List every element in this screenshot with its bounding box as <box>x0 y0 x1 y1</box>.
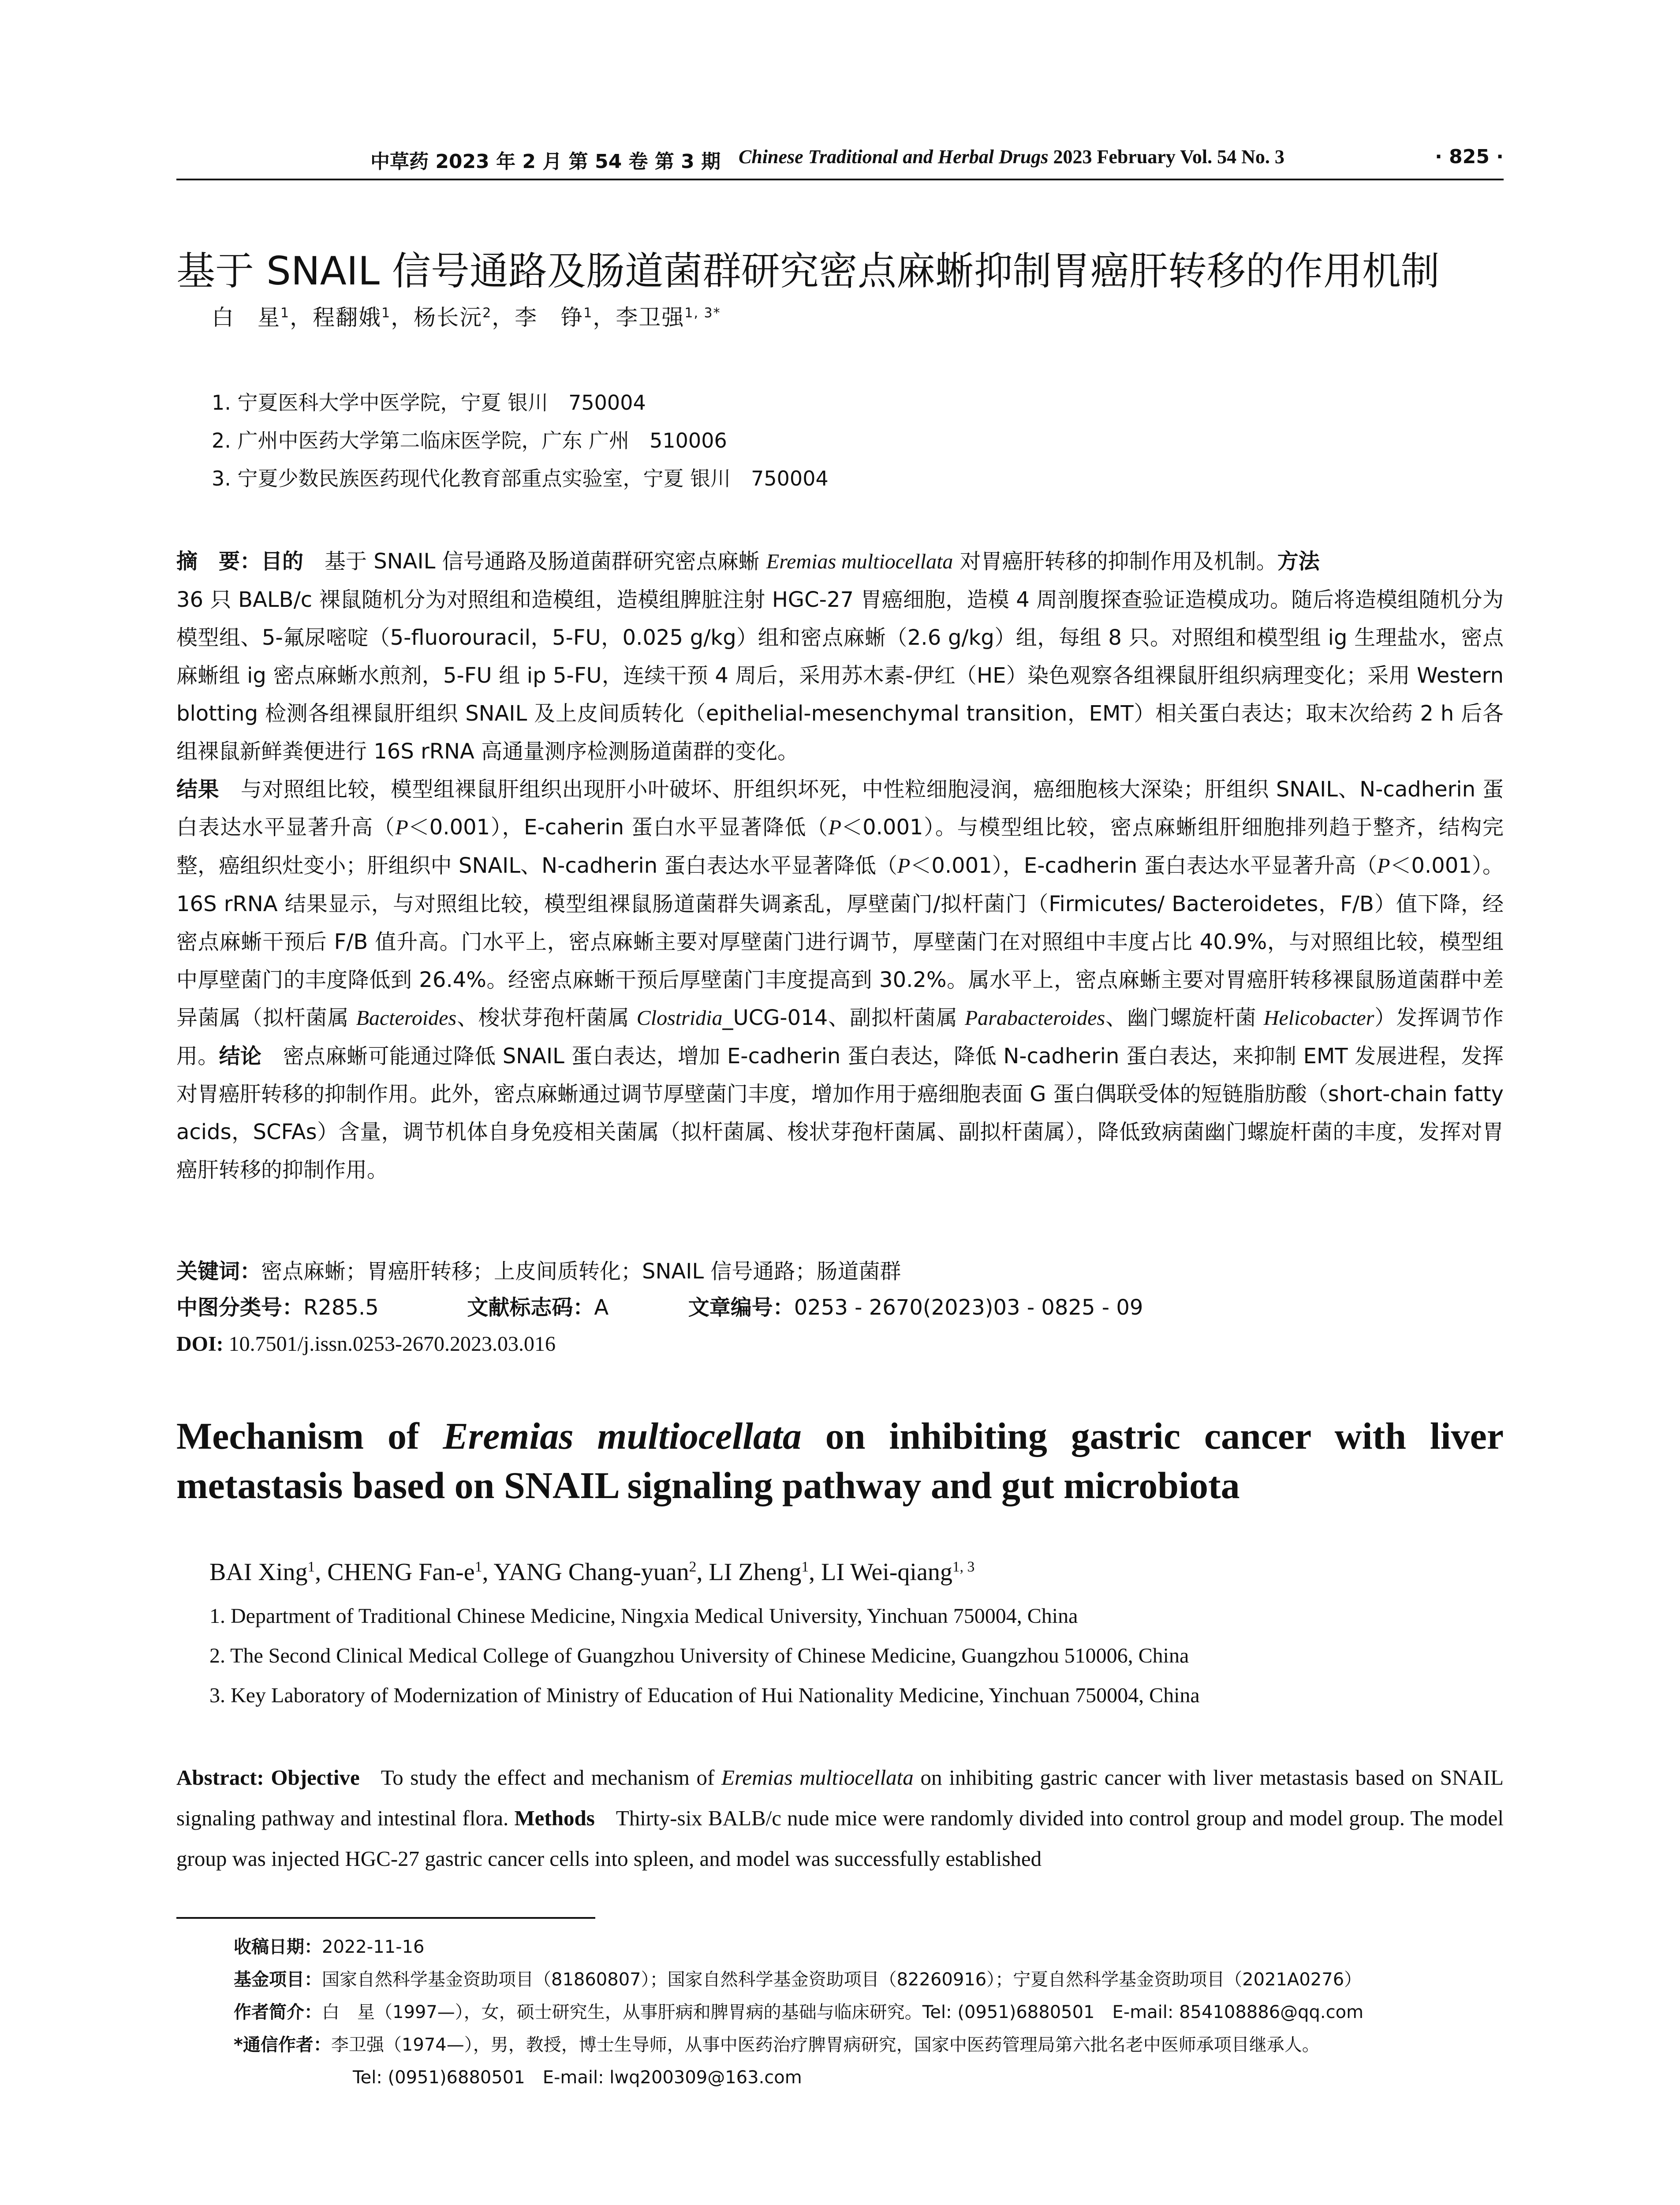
genus-name: Clostridia <box>636 1006 723 1030</box>
page-number: · 825 · <box>1435 146 1504 168</box>
doi-label: DOI: <box>176 1332 224 1356</box>
cn-results-label: 结果 <box>176 777 220 802</box>
en-author: , LI Zheng <box>696 1558 802 1586</box>
corresponding-author-label: *通信作者： <box>234 2035 331 2055</box>
en-author-affiliation-mark: 1 <box>801 1558 809 1575</box>
genus-name: Bacteroides <box>356 1006 457 1030</box>
cn-results-text: 与对照组比较，模型组裸鼠肝组织出现肝小叶破坏、肝组织坏死，中性粒细胞浸润，癌细胞核大深染；肝组织 SNAIL、N-cadherin 蛋白表达水平显著升高（ <box>176 777 1504 840</box>
footnote-rule <box>176 1917 595 1919</box>
cn-objective-text: 对胃癌肝转移的抑制作用及机制。 <box>953 549 1277 574</box>
journal-issue-info-en: 2023 February Vol. 54 No. 3 <box>1048 146 1284 168</box>
cn-affiliation: 2. 广州中医药大学第二临床医学院，广东 广州 510006 <box>212 429 727 452</box>
corresponding-author-text: 李卫强（1974—），男，教授，博士生导师，从事中医药治疗脾胃病研究，国家中医药管理局第六批名老中医师承项目继承人。 <box>331 2035 1320 2055</box>
cn-author: ，李 铮 <box>492 305 584 330</box>
en-title-species: Eremias multiocellata <box>443 1415 802 1457</box>
cn-conclusion-label: 结论 <box>219 1044 262 1069</box>
running-header <box>176 146 1504 176</box>
footnotes <box>234 1931 1504 2094</box>
en-affiliation: 3. Key Laboratory of Modernization of Ministry of Education of Hui Nationality Medicine, Yinchuan 750004, China <box>209 1684 1200 1707</box>
corresponding-author-contact: Tel: (0951)6880501 E-mail: lwq200309@163.com <box>353 2067 802 2088</box>
cn-results-text: ＜0.001），E-cadherin 蛋白表达水平显著升高（ <box>910 853 1378 878</box>
cn-results-text: ＜0.001）。16S rRNA 结果显示，与对照组比较，模型组裸鼠肠道菌群失调紊乱，厚壁菌门/拟杆菌门（Firmicutes/ Bacteroidetes，F/B）值下降，经密点麻蜥干预后 F/B 值升高。门水平上，密点麻蜥主要对厚壁菌门进行调节，厚壁菌门在对照组中丰度占比 40.9%，与对照组比较，模型组中厚壁菌门的丰度降低到 26.4%。经密点麻蜥干预后厚壁菌门丰度提高到 30.2%。属水平上，密点麻蜥主要对胃癌肝转移裸鼠肠道菌群中差异菌属（拟杆菌属 <box>176 853 1504 1030</box>
doi-line <box>176 1327 556 1362</box>
received-date-label: 收稿日期： <box>234 1937 322 1957</box>
genus-name: Parabacteroides <box>964 1006 1105 1030</box>
cn-species-name: Eremias multiocellata <box>766 550 953 573</box>
p-value-symbol: P <box>897 854 911 878</box>
en-affiliation: 2. The Second Clinical Medical College of Guangzhou University of Chinese Medicine, Guangzhou 510006, China <box>209 1644 1189 1667</box>
cn-results-text: _UCG-014、副拟杆菌属 <box>722 1005 965 1030</box>
en-objective-text: on inhibiting gastric cancer with liver metastasis based on SNAIL signaling pathway and intestinal flora. <box>176 1765 1504 1830</box>
received-date-value: 2022-11-16 <box>322 1937 425 1957</box>
cn-classification-line <box>176 1290 1143 1325</box>
en-affiliation-list <box>209 1596 1200 1715</box>
en-author-affiliation-mark: 1, 3 <box>952 1558 975 1575</box>
en-methods-text: Thirty-six BALB/c nude mice were randomly divided into control group and model group. The model group was injected HGC-27 gastric cancer cells into spleen, and model was successfully established <box>176 1806 1504 1871</box>
author-bio <box>234 1996 1504 2029</box>
cn-author: ，程翻娥 <box>290 305 382 330</box>
doc-code-label: 文献标志码： <box>467 1295 594 1320</box>
cn-author: ，杨长沅 <box>391 305 483 330</box>
en-author-list <box>209 1555 974 1590</box>
cn-affiliation: 1. 宁夏医科大学中医学院，宁夏 银川 750004 <box>212 391 646 415</box>
en-author: , YANG Chang-yuan <box>482 1558 689 1586</box>
p-value-symbol: P <box>1377 854 1390 878</box>
cn-affiliation-list <box>212 384 829 497</box>
author-bio-text: 白 星（1997—），女，硕士研究生，从事肝病和脾胃病的基础与临床研究。Tel: (0951)6880501 E-mail: 854108886@qq.com <box>322 2002 1364 2022</box>
article-no-label: 文章编号： <box>688 1295 794 1320</box>
cn-keywords <box>176 1254 901 1289</box>
en-author-affiliation-mark: 1 <box>474 1558 482 1575</box>
clc-label: 中图分类号： <box>176 1295 304 1320</box>
cn-methods-text: 36 只 BALB/c 裸鼠随机分为对照组和造模组，造模组脾脏注射 HGC-27 胃癌细胞，造模 4 周剖腹探查验证造模成功。随后将造模组随机分为模型组、5-氟尿嘧啶（5-fluorouracil，5-FU，0.025 g/kg）组和密点麻蜥（2.6 g/kg）组，每组 8 只。对照组和模型组 ig 生理盐水，密点麻蜥组 ig 密点麻蜥水煎剂，5-FU 组 ip 5-FU，连续干预 4 周后，采用苏木素-伊红（HE）染色观察各组裸鼠肝组织病理变化；采用 Western blotting 检测各组裸鼠肝组织 SNAIL 及上皮间质转化（epithelial-mesenchymal transition，EMT）相关蛋白表达；取末次给药 2 h 后各组裸鼠新鲜粪便进行 16S rRNA 高通量测序检测肠道菌群的变化。 <box>176 587 1504 764</box>
en-article-title <box>176 1411 1504 1510</box>
en-abstract-label: Abstract: Objective <box>176 1765 360 1790</box>
en-author: , CHENG Fan-e <box>315 1558 475 1586</box>
journal-issue-cn: 中草药 2023 年 2 月 第 54 卷 第 3 期 <box>370 150 721 173</box>
cn-results-text: ）发挥调节作用。 <box>176 1005 1504 1069</box>
cn-author-affiliation-mark: 1 <box>280 305 290 321</box>
en-title-text: Mechanism of <box>176 1415 443 1457</box>
cn-keywords-text: 密点麻蜥；胃癌肝转移；上皮间质转化；SNAIL 信号通路；肠道菌群 <box>261 1259 901 1284</box>
journal-issue-en <box>739 146 1284 168</box>
cn-author: 白 星 <box>212 305 280 330</box>
doi-value: 10.7501/j.issn.0253-2670.2023.03.016 <box>223 1332 556 1356</box>
en-abstract <box>176 1757 1504 1879</box>
cn-results-text: ＜0.001），E-caherin 蛋白水平显著降低（ <box>408 815 829 840</box>
cn-author-affiliation-mark: 2 <box>482 305 492 321</box>
cn-article-title: 基于 SNAIL 信号通路及肠道菌群研究密点麻蜥抑制胃癌肝转移的作用机制 <box>176 248 1440 294</box>
doc-code-value: A <box>594 1295 609 1320</box>
cn-results-text: 、幽门螺旋杆菌 <box>1105 1005 1264 1030</box>
en-methods-label: Methods <box>514 1806 595 1830</box>
corresponding-author <box>234 2029 1504 2061</box>
cn-abstract <box>176 542 1504 1189</box>
genus-name: Helicobacter <box>1263 1006 1374 1030</box>
article-no-value: 0253 - 2670(2023)03 - 0825 - 09 <box>794 1295 1143 1320</box>
author-bio-label: 作者简介： <box>234 2002 322 2022</box>
en-author: BAI Xing <box>209 1558 308 1586</box>
fund-text: 国家自然科学基金资助项目（81860807）；国家自然科学基金资助项目（82260916）；宁夏自然科学基金资助项目（2021A0276） <box>322 1970 1362 1990</box>
en-author-affiliation-mark: 1 <box>307 1558 315 1575</box>
cn-objective-text: 基于 SNAIL 信号通路及肠道菌群研究密点麻蜥 <box>325 549 766 574</box>
p-value-symbol: P <box>395 816 408 839</box>
cn-affiliation: 3. 宁夏少数民族医药现代化教育部重点实验室，宁夏 银川 750004 <box>212 467 829 490</box>
cn-author: ，李卫强 <box>593 305 685 330</box>
cn-abstract-label: 摘 要： <box>176 549 261 574</box>
en-affiliation: 1. Department of Traditional Chinese Medicine, Ningxia Medical University, Yinchuan 750004, China <box>209 1604 1078 1628</box>
cn-author-affiliation-mark: 1 <box>381 305 391 321</box>
en-author-affiliation-mark: 2 <box>689 1558 697 1575</box>
en-objective-text: To study the effect and mechanism of <box>381 1765 722 1790</box>
cn-keywords-label: 关键词： <box>176 1259 261 1284</box>
cn-objective-label: 目的 <box>261 549 304 574</box>
cn-methods-label: 方法 <box>1277 549 1320 574</box>
p-value-symbol: P <box>828 816 842 839</box>
cn-author-affiliation-mark: 1 <box>583 305 593 321</box>
clc-value: R285.5 <box>303 1295 379 1320</box>
header-rule <box>176 179 1504 180</box>
en-title-text: on inhibiting gastric cancer with liver metastasis based on SNAIL signaling pathway and gut microbiota <box>176 1415 1504 1506</box>
cn-results-text: ＜0.001）。与模型组比较，密点麻蜥组肝细胞排列趋于整齐，结构完整，癌组织灶变小；肝组织中 SNAIL、N-cadherin 蛋白表达水平显著降低（ <box>176 815 1504 878</box>
received-date <box>234 1931 1504 1963</box>
cn-results-text: 、梭状芽孢杆菌属 <box>456 1005 637 1030</box>
cn-author-affiliation-mark: 1, 3* <box>684 305 721 321</box>
en-author: , LI Wei-qiang <box>809 1558 952 1586</box>
en-species-name: Eremias multiocellata <box>721 1765 914 1790</box>
fund-label: 基金项目： <box>234 1970 322 1990</box>
cn-conclusion-text: 密点麻蜥可能通过降低 SNAIL 蛋白表达，增加 E-cadherin 蛋白表达，降低 N-cadherin 蛋白表达，来抑制 EMT 发展进程，发挥对胃癌肝转移的抑制作用。此外，密点麻蜥通过调节厚壁菌门丰度，增加作用于癌细胞表面 G 蛋白偶联受体的短链脂肪酸（short-chain fatty acids，SCFAs）含量，调节机体自身免疫相关菌属（拟杆菌属、梭状芽孢杆菌属、副拟杆菌属），降低致病菌幽门螺旋杆菌的丰度，发挥对胃癌肝转移的抑制作用。 <box>176 1044 1504 1182</box>
cn-author-list <box>212 302 721 333</box>
journal-name-en: Chinese Traditional and Herbal Drugs <box>739 146 1049 168</box>
fund-info <box>234 1963 1504 1996</box>
